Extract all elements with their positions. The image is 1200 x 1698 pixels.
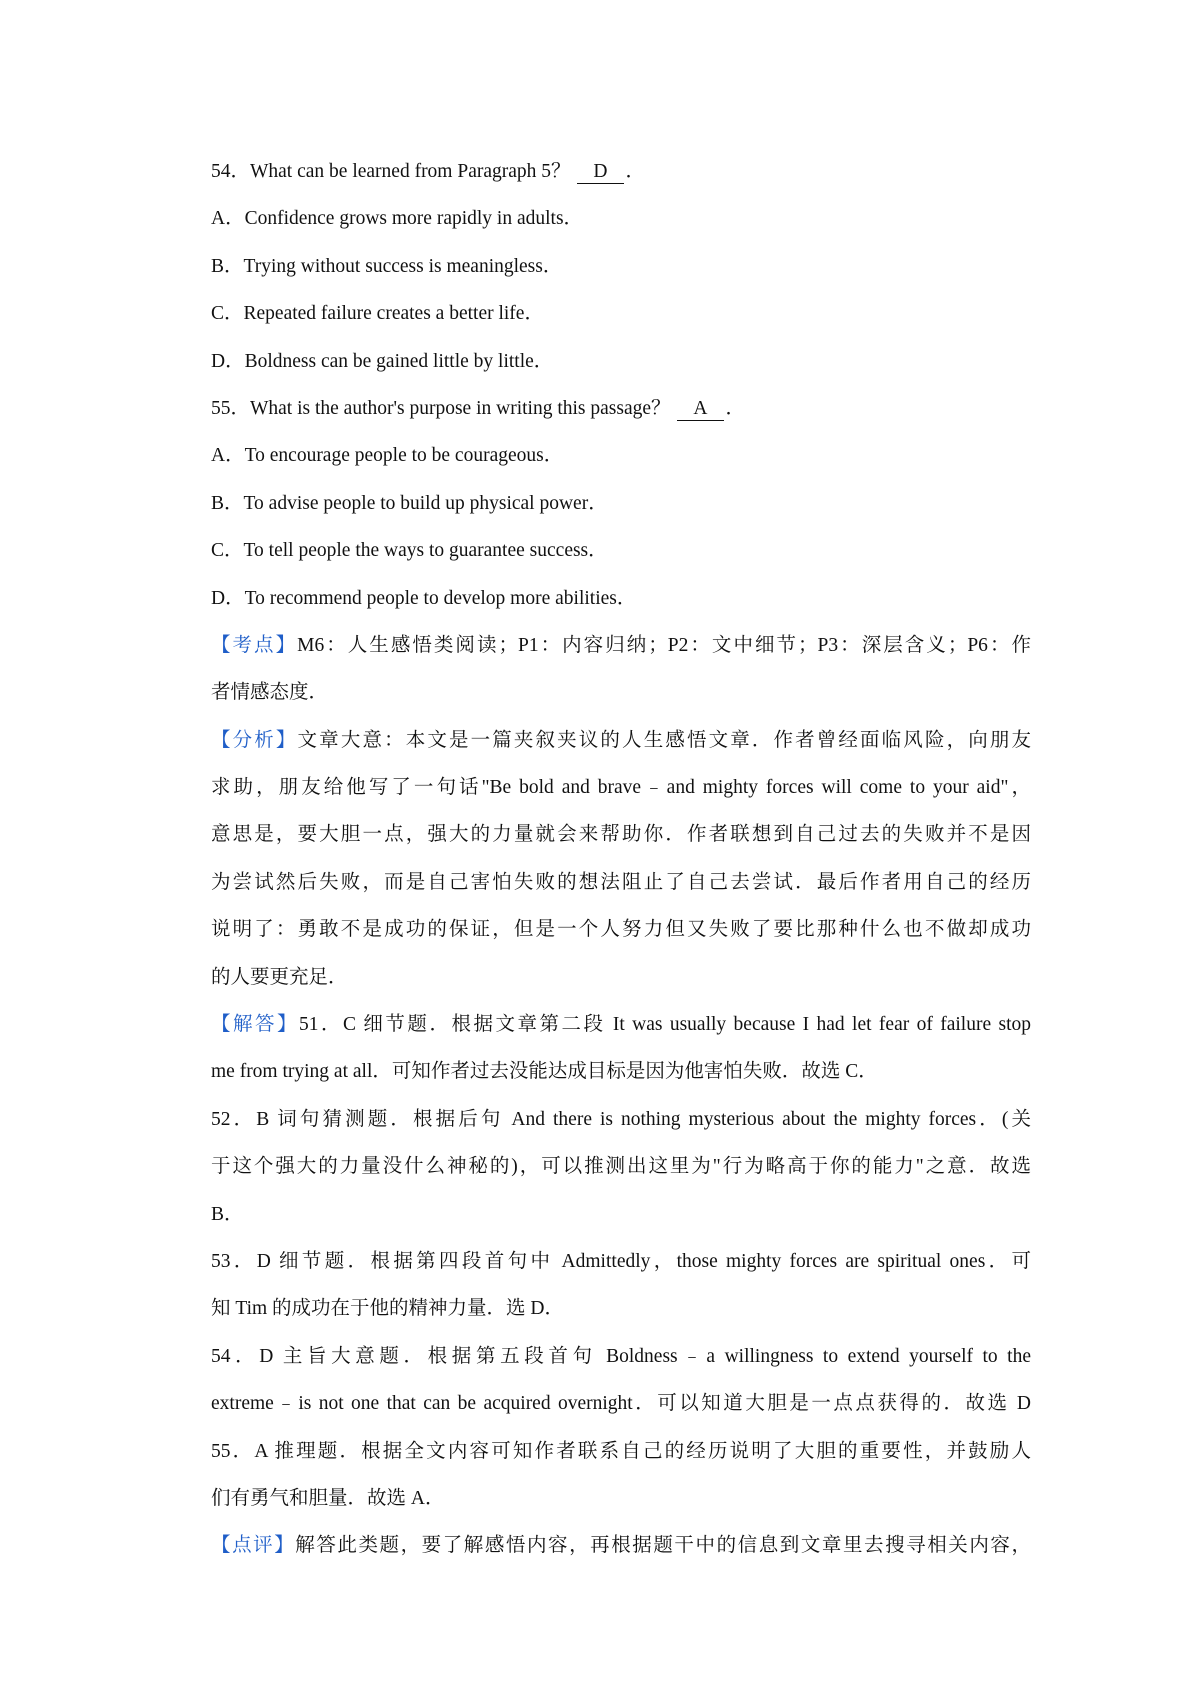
jieda-line: me from trying at all．可知作者过去没能达成目标是因为他害怕失败．故选 C． bbox=[211, 1061, 878, 1083]
jieda-line: 们有勇气和胆量．故选 A． bbox=[211, 1487, 445, 1509]
fenxi-text: 文章大意：本文是一篇夹叙夹议的人生感悟文章．作者曾经面临风险，向朋友 bbox=[297, 729, 1031, 751]
option-54-a: A．Confidence grows more rapidly in adults． bbox=[211, 208, 584, 230]
jieda-line: 54．D 主旨大意题．根据第五段首句 Boldness﹣a willingness to extend yourself to the bbox=[211, 1345, 1031, 1367]
question-text: 54．What can be learned from Paragraph 5？ bbox=[211, 161, 571, 182]
fenxi-line: 求助，朋友给他写了一句话"Be bold and brave﹣and mighty forces will come to your aid"， bbox=[211, 777, 1031, 799]
option-55-b: B．To advise people to build up physical power． bbox=[211, 492, 608, 514]
option-55-c: C．To tell people the ways to guarantee success． bbox=[211, 540, 608, 562]
option-54-d: D．Boldness can be gained little by little． bbox=[211, 350, 554, 372]
jieda-line: 55．A 推理题．根据全文内容可知作者联系自己的经历说明了大胆的重要性，并鼓励人 bbox=[211, 1440, 1031, 1462]
jieda-line: 知 Tim 的成功在于他的精神力量．选 D． bbox=[211, 1298, 565, 1320]
dianping-tag: 【点评】 bbox=[211, 1535, 296, 1557]
fenxi-line: 意思是，要大胆一点，强大的力量就会来帮助你．作者联想到自己过去的失败并不是因 bbox=[211, 824, 1031, 846]
fenxi-line: 说明了：勇敢不是成功的保证，但是一个人努力但又失败了要比那种什么也不做却成功 bbox=[211, 919, 1031, 941]
option-54-c: C．Repeated failure creates a better life． bbox=[211, 303, 544, 325]
jieda-line bbox=[211, 1001, 1031, 1048]
question-text: 55．What is the author's purpose in writing this passage？ bbox=[211, 397, 671, 419]
stem-end: ． bbox=[625, 161, 646, 182]
option-54-b: B．Trying without success is meaningless． bbox=[211, 255, 563, 277]
dianping-text: 解答此类题，要了解感悟内容，再根据题干中的信息到文章里去搜寻相关内容， bbox=[295, 1535, 1031, 1557]
jieda-text: 51．C 细节题．根据文章第二段 It was usually because I had let fear of failure stop bbox=[299, 1014, 1031, 1036]
option-55-d: D．To recommend people to develop more abilities． bbox=[211, 587, 637, 609]
kaodian-line: 者情感态度． bbox=[211, 682, 329, 704]
answer-blank: D bbox=[577, 161, 623, 184]
fenxi-tag: 【分析】 bbox=[211, 729, 298, 751]
fenxi-line: 为尝试然后失败，而是自己害怕失败的想法阻止了自己去尝试．最后作者用自己的经历 bbox=[211, 871, 1031, 893]
kaodian-text: M6：人生感悟类阅读；P1：内容归纳；P2：文中细节；P3：深层含义；P6：作 bbox=[297, 634, 1031, 656]
document-page bbox=[211, 148, 1031, 1570]
kaodian-tag: 【考点】 bbox=[211, 634, 298, 656]
kaodian-line bbox=[211, 622, 1031, 669]
option-55-a: A．To encourage people to be courageous． bbox=[211, 445, 564, 467]
fenxi-line: 的人要更充足． bbox=[211, 966, 348, 988]
jieda-line: extreme﹣is not one that can be acquired overnight．可以知道大胆是一点点获得的．故选 D bbox=[211, 1393, 1031, 1415]
jieda-line: 53．D 细节题．根据第四段首句中 Admittedly，those mighty forces are spiritual ones．可 bbox=[211, 1250, 1031, 1272]
jieda-line: B． bbox=[211, 1203, 244, 1225]
jieda-line: 于这个强大的力量没什么神秘的)，可以推测出这里为"行为略高于你的能力"之意．故选 bbox=[211, 1156, 1031, 1178]
answer-blank: A bbox=[677, 398, 723, 421]
fenxi-line bbox=[211, 717, 1031, 764]
question-54-stem bbox=[211, 148, 1031, 195]
jieda-tag: 【解答】 bbox=[211, 1014, 300, 1036]
dianping-line bbox=[211, 1522, 1031, 1569]
stem-end: ． bbox=[725, 397, 746, 419]
jieda-line: 52．B 词句猜测题．根据后句 And there is nothing mysterious about the mighty forces．(关 bbox=[211, 1108, 1031, 1130]
question-55-stem bbox=[211, 385, 1031, 432]
